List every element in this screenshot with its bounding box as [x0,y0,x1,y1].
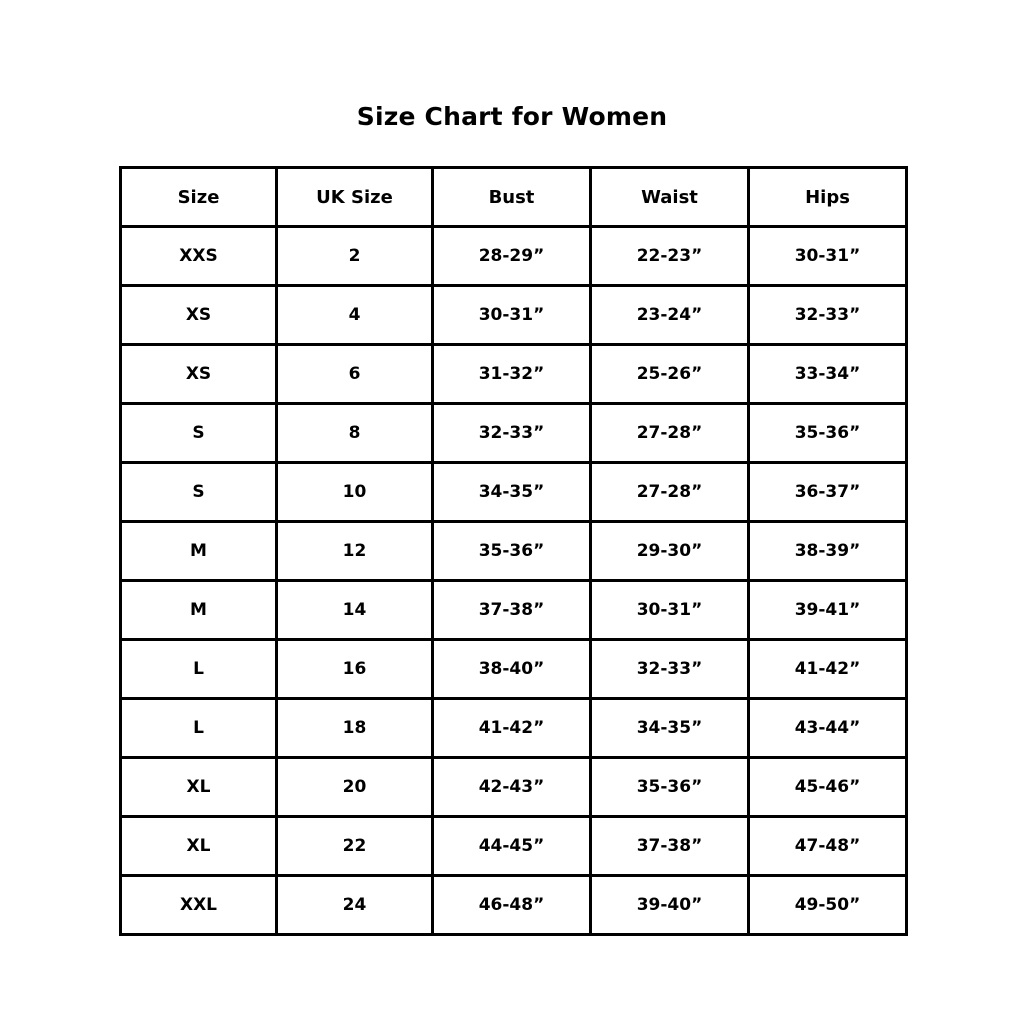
table-row [121,463,907,522]
cell-waist: 35-36” [591,758,749,817]
cell-size: XS [121,286,277,345]
cell-size: XXL [121,876,277,935]
cell-hips: 36-37” [749,463,907,522]
cell-bust: 44-45” [433,817,591,876]
cell-waist: 25-26” [591,345,749,404]
cell-uk-size: 8 [277,404,433,463]
cell-bust: 46-48” [433,876,591,935]
cell-waist: 27-28” [591,463,749,522]
cell-hips: 35-36” [749,404,907,463]
cell-uk-size: 14 [277,581,433,640]
cell-size: S [121,463,277,522]
cell-waist: 30-31” [591,581,749,640]
table-body [121,227,907,935]
table-header-row [121,168,907,227]
cell-uk-size: 18 [277,699,433,758]
cell-hips: 30-31” [749,227,907,286]
column-header-waist: Waist [591,168,749,227]
table-row [121,640,907,699]
cell-uk-size: 20 [277,758,433,817]
cell-bust: 41-42” [433,699,591,758]
cell-hips: 43-44” [749,699,907,758]
cell-uk-size: 12 [277,522,433,581]
cell-uk-size: 2 [277,227,433,286]
cell-bust: 28-29” [433,227,591,286]
cell-waist: 22-23” [591,227,749,286]
table-row [121,286,907,345]
cell-waist: 34-35” [591,699,749,758]
cell-uk-size: 6 [277,345,433,404]
table-row [121,227,907,286]
cell-bust: 32-33” [433,404,591,463]
cell-hips: 45-46” [749,758,907,817]
cell-bust: 37-38” [433,581,591,640]
cell-waist: 27-28” [591,404,749,463]
cell-hips: 49-50” [749,876,907,935]
cell-waist: 32-33” [591,640,749,699]
cell-waist: 39-40” [591,876,749,935]
cell-size: M [121,522,277,581]
cell-uk-size: 16 [277,640,433,699]
cell-uk-size: 24 [277,876,433,935]
cell-bust: 42-43” [433,758,591,817]
cell-hips: 41-42” [749,640,907,699]
cell-hips: 33-34” [749,345,907,404]
table-row [121,876,907,935]
column-header-uk-size: UK Size [277,168,433,227]
cell-uk-size: 4 [277,286,433,345]
cell-waist: 23-24” [591,286,749,345]
cell-size: XS [121,345,277,404]
cell-hips: 47-48” [749,817,907,876]
cell-uk-size: 10 [277,463,433,522]
table-header [121,168,907,227]
table-row [121,581,907,640]
cell-size: XXS [121,227,277,286]
cell-bust: 34-35” [433,463,591,522]
cell-size: L [121,699,277,758]
cell-size: XL [121,817,277,876]
cell-bust: 38-40” [433,640,591,699]
size-chart-table-container [119,166,905,936]
size-chart-table [119,166,908,936]
table-row [121,345,907,404]
column-header-bust: Bust [433,168,591,227]
cell-hips: 39-41” [749,581,907,640]
cell-size: M [121,581,277,640]
table-row [121,699,907,758]
column-header-size: Size [121,168,277,227]
cell-hips: 38-39” [749,522,907,581]
table-row [121,522,907,581]
cell-size: XL [121,758,277,817]
table-row [121,758,907,817]
cell-bust: 31-32” [433,345,591,404]
cell-uk-size: 22 [277,817,433,876]
cell-bust: 30-31” [433,286,591,345]
cell-size: S [121,404,277,463]
cell-bust: 35-36” [433,522,591,581]
table-row [121,817,907,876]
cell-size: L [121,640,277,699]
column-header-hips: Hips [749,168,907,227]
cell-waist: 29-30” [591,522,749,581]
table-row [121,404,907,463]
cell-waist: 37-38” [591,817,749,876]
page-title: Size Chart for Women [356,102,668,131]
cell-hips: 32-33” [749,286,907,345]
